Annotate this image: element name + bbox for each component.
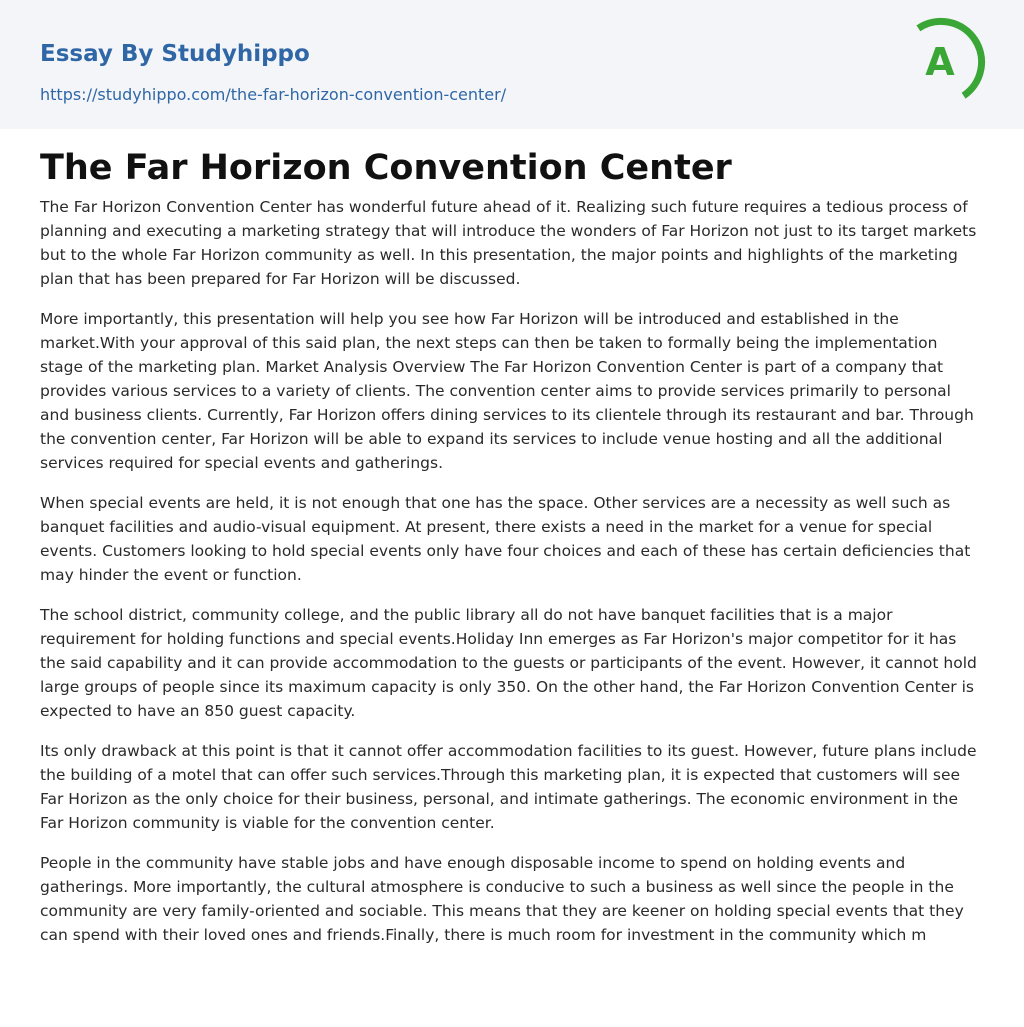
paragraph: People in the community have stable jobs and have enough disposable income to spend on holding events and gatherings. More importantly, the cultural atmosphere is conducive to such a business as well since the people in the community are very family-oriented and sociable. This means that they are keener on holding special events that they can spend with their loved ones and friends.Finally, there is much room for investment in the community which m (40, 854, 964, 944)
studyhippo-logo-icon[interactable] (908, 17, 988, 107)
paragraph: More importantly, this presentation will help you see how Far Horizon will be introduced and established in the market.With your approval of this said plan, the next steps can then be taken to formally being the implementation stage of the marketing plan. Market Analysis Overview The Far Horizon Convention Center is part of a company that provides various services to a variety of clients. The convention center aims to provide services primarily to personal and business clients. Currently, Far Horizon offers dining services to its clientele through its restaurant and bar. Through the convention center, Far Horizon will be able to expand its services to include venue hosting and all the additional services required for special events and gatherings. (40, 310, 974, 472)
site-header (0, 0, 1024, 129)
paragraph: The school district, community college, and the public library all do not have banquet facilities that is a major requirement for holding functions and special events.Holiday Inn emerges as Far Horizon's major competitor for it has the said capability and it can provide accommodation to the guests or participants of the event. However, it cannot hold large groups of people since its maximum capacity is only 350. On the other hand, the Far Horizon Convention Center is expected to have an 850 guest capacity. (40, 606, 977, 720)
paragraph: When special events are held, it is not enough that one has the space. Other services are a necessity as well such as banquet facilities and audio-visual equipment. At present, there exists a need in the market for a venue for special events. Customers looking to hold special events only have four choices and each of these has certain deficiencies that may hinder the event or function. (40, 494, 971, 584)
logo-letter: A (925, 40, 955, 84)
paragraph: The Far Horizon Convention Center has wonderful future ahead of it. Realizing such future requires a tedious process of planning and executing a marketing strategy that will introduce the wonders of Far Horizon not just to its target markets but to the whole Far Horizon community as well. In this presentation, the major points and highlights of the marketing plan that has been prepared for Far Horizon will be discussed. (40, 198, 977, 288)
page-title: The Far Horizon Convention Center (40, 148, 732, 188)
paragraph: Its only drawback at this point is that it cannot offer accommodation facilities to its guest. However, future plans include the building of a motel that can offer such services.Through this marketing plan, it is expected that customers will see Far Horizon as the only choice for their business, personal, and intimate gatherings. The economic environment in the Far Horizon community is viable for the convention center. (40, 742, 977, 832)
brand-title: Essay By Studyhippo (40, 41, 310, 67)
source-url-link[interactable]: https://studyhippo.com/the-far-horizon-convention-center/ (40, 85, 507, 104)
article-body (40, 195, 984, 947)
